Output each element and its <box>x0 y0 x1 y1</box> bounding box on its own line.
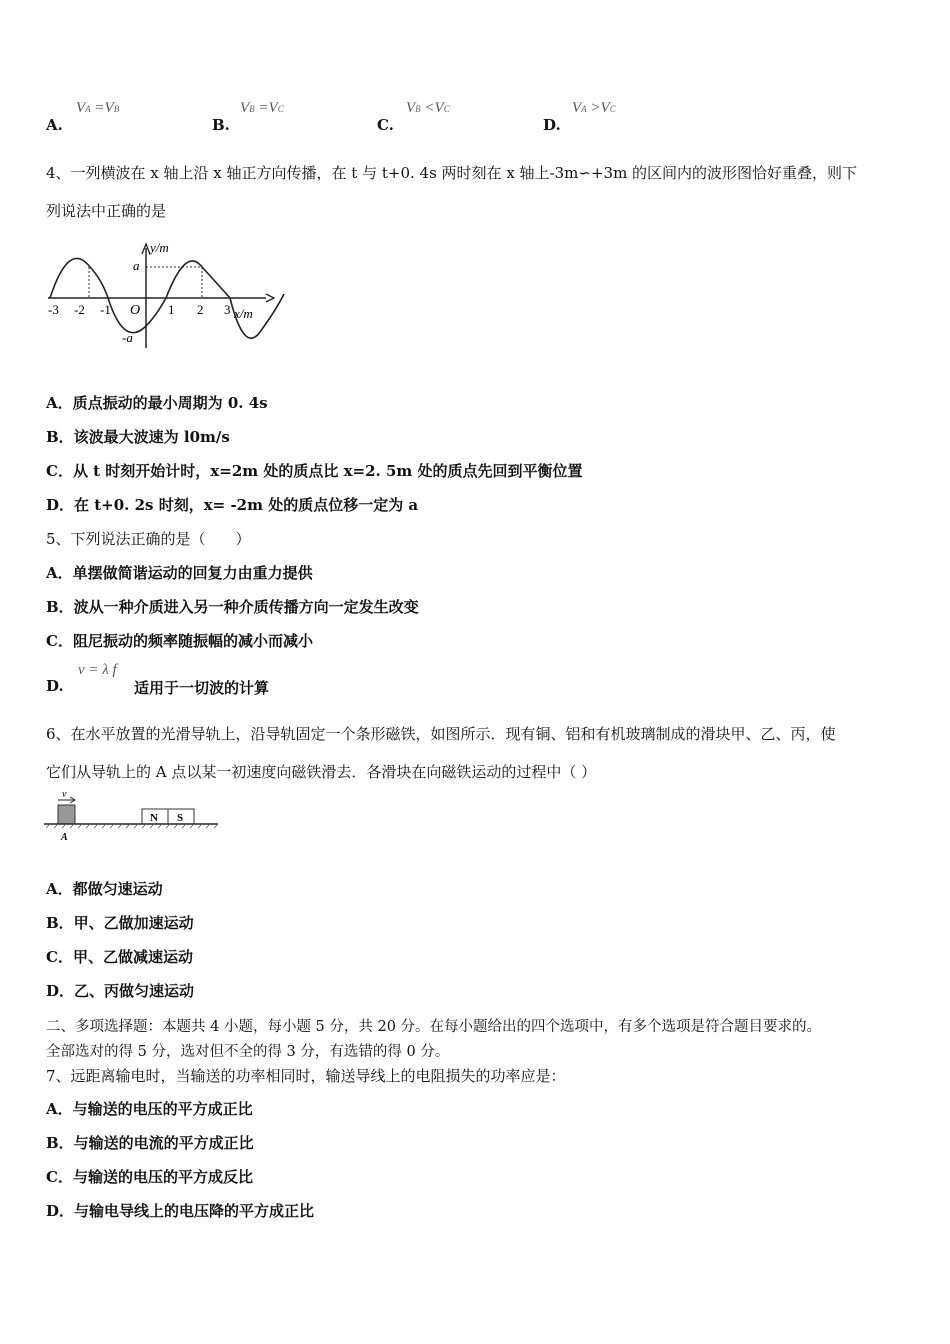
tick-label: -1 <box>100 302 111 317</box>
amp-pos-label: a <box>133 258 140 273</box>
q4-option-c[interactable]: C．从 t 时刻开始计时，x=2m 处的质点比 x=2. 5m 处的质点先回到平衡位置 <box>46 462 583 480</box>
q3-option-a[interactable] <box>46 116 63 134</box>
formula-op: = <box>258 100 269 116</box>
q3-formula-b <box>240 100 284 117</box>
q5-option-c[interactable]: C．阻尼振动的频率随振幅的减小而减小 <box>46 632 313 650</box>
q4-option-a[interactable]: A．质点振动的最小周期为 0. 4s <box>46 394 268 412</box>
q6-option-c[interactable]: C．甲、乙做减速运动 <box>46 948 193 966</box>
point-a-label: A <box>61 832 68 843</box>
formula-rsub: C <box>277 104 284 114</box>
magnet-s-label: S <box>177 812 184 824</box>
magnet-n-label: N <box>150 812 158 824</box>
x-axis-arrow <box>266 294 274 302</box>
formula-op: > <box>590 100 601 116</box>
section2-heading-line1: 二、多项选择题：本题共 4 小题，每小题 5 分，共 20 分。在每小题给出的四个选项中，有多个选项是符合题目要求的。 <box>46 1019 822 1035</box>
q3-option-c[interactable] <box>377 116 394 134</box>
formula-rhs: V <box>268 100 278 116</box>
q5-stem: 5、下列说法正确的是（ ） <box>46 530 251 548</box>
tick-label: -3 <box>48 302 59 317</box>
formula-op: = <box>94 100 105 116</box>
q6-option-a[interactable]: A．都做匀速运动 <box>46 880 163 898</box>
tick-label: 3 <box>224 302 231 317</box>
formula-lsub: A <box>85 104 91 114</box>
wave-graph <box>44 236 294 354</box>
q5-option-d-formula: v = λ f <box>78 662 117 678</box>
formula-lhs: V <box>572 100 582 116</box>
q3-option-d[interactable] <box>543 116 561 134</box>
formula-lhs: V <box>406 100 416 116</box>
tick-label: -2 <box>74 302 85 317</box>
amp-neg-label: -a <box>122 330 133 345</box>
rail-figure <box>44 788 222 844</box>
option-label: A. <box>46 116 63 134</box>
q5-option-d-label[interactable]: D. <box>46 677 64 695</box>
q5-option-a[interactable]: A．单摆做简谐运动的回复力由重力提供 <box>46 564 313 582</box>
q6-option-d[interactable]: D．乙、丙做匀速运动 <box>46 982 195 1000</box>
q3-formula-d <box>572 100 616 117</box>
q7-option-a[interactable]: A．与输送的电压的平方成正比 <box>46 1100 253 1118</box>
origin-label: O <box>130 303 141 318</box>
q5-option-b[interactable]: B．波从一种介质进入另一种介质传播方向一定发生改变 <box>46 598 419 616</box>
q3-formula-c <box>406 100 450 117</box>
velocity-label: v <box>62 789 67 800</box>
q6-stem-line2: 它们从导轨上的 A 点以某一初速度向磁铁滑去．各滑块在向磁铁运动的过程中（ ） <box>46 763 597 781</box>
formula-rsub: C <box>443 104 450 114</box>
q5-option-d-text[interactable]: 适用于一切波的计算 <box>134 679 270 697</box>
q6-option-b[interactable]: B．甲、乙做加速运动 <box>46 914 194 932</box>
formula-rhs: V <box>434 100 444 116</box>
y-axis-label: y/m <box>150 240 169 255</box>
formula-lsub: B <box>249 104 255 114</box>
q4-stem-line2: 列说法中正确的是 <box>46 202 167 220</box>
q7-option-d[interactable]: D．与输电导线上的电压降的平方成正比 <box>46 1202 315 1220</box>
section2-heading-line2: 全部选对的得 5 分，选对但不全的得 3 分，有选错的得 0 分。 <box>46 1044 450 1060</box>
q7-option-c[interactable]: C．与输送的电压的平方成反比 <box>46 1168 253 1186</box>
formula-rhs: V <box>600 100 610 116</box>
x-axis-label: x/m <box>234 306 253 321</box>
tick-label: 2 <box>197 302 204 317</box>
q7-stem: 7、远距离输电时，当输送的功率相同时，输送导线上的电阻损失的功率应是： <box>46 1067 566 1085</box>
formula-rhs: V <box>104 100 114 116</box>
q3-option-b[interactable] <box>212 116 230 134</box>
formula-lsub: B <box>415 104 421 114</box>
q6-stem-line1: 6、在水平放置的光滑导轨上，沿导轨固定一个条形磁铁，如图所示．现有铜、铝和有机玻璃制成的滑块甲、乙、丙，使 <box>46 725 836 743</box>
formula-lhs: V <box>76 100 86 116</box>
q4-option-b[interactable]: B．该波最大波速为 l0m/s <box>46 428 230 446</box>
formula-lsub: A <box>581 104 587 114</box>
q4-option-d[interactable]: D．在 t+0. 2s 时刻，x= -2m 处的质点位移一定为 a <box>46 496 419 514</box>
q3-formula-a <box>76 100 119 117</box>
formula-op: < <box>424 100 435 116</box>
option-label: D. <box>543 116 561 134</box>
formula-rsub: C <box>609 104 616 114</box>
option-label: B. <box>212 116 230 134</box>
q4-stem-line1: 4、一列横波在 x 轴上沿 x 轴正方向传播，在 t 与 t+0. 4s 两时刻在 x 轴上-3m∽+3m 的区间内的波形图恰好重叠，则下 <box>46 164 858 182</box>
formula-lhs: V <box>240 100 250 116</box>
formula-rsub: B <box>113 104 120 114</box>
option-label: C. <box>377 116 394 134</box>
slider-block <box>58 805 75 824</box>
q7-option-b[interactable]: B．与输送的电流的平方成正比 <box>46 1134 254 1152</box>
tick-label: 1 <box>168 302 175 317</box>
